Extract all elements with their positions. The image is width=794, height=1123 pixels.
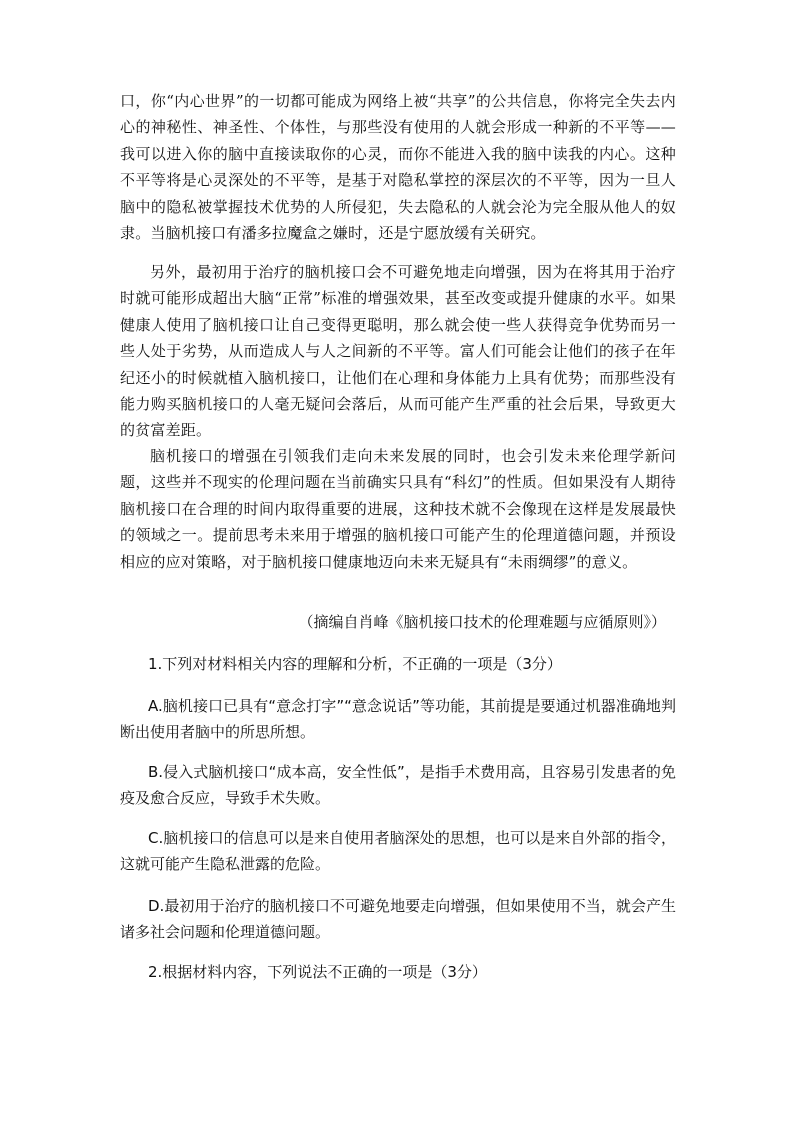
passage-paragraph-1: 口，你“内心世界”的一切都可能成为网络上被“共享”的公共信息，你将完全失去内心的神秘性、神圣性、个体性，与那些没有使用的人就会形成一种新的不平等——我可以进入你的脑中直接读取你的心灵，而你不能进入我的脑中读我的内心。这种不平等将是心灵深处的不平等，是基于对隐私掌控的深层次的不平等，因为一旦人脑中的隐私被掌握技术优势的人所侵犯，失去隐私的人就会沦为完全服从他人的奴隶。当脑机接口有潘多拉魔盒之嫌时，还是宁愿放缓有关研究。 [120,92,676,243]
question-1-stem: 1.下列对材料相关内容的理解和分析，不正确的一项是（3分） [148,655,562,673]
passage-paragraph-2: 另外，最初用于治疗的脑机接口会不可避免地走向增强，因为在将其用于治疗时就可能形成超出大脑“正常”标准的增强效果，甚至改变或提升健康的水平。如果健康人使用了脑机接口让自己变得更聪明，那么就会使一些人获得竞争优势而另一些人处于劣势，从而造成人与人之间新的不平等。富人们可能会让他们的孩子在年纪还小的时候就植入脑机接口，让他们在心理和身体能力上具有优势；而那些没有能力购买脑机接口的人毫无疑问会落后，从而可能产生严重的社会后果，导致更大的贫富差距。 [120,263,676,440]
source-citation: （摘编自肖峰《脑机接口技术的伦理难题与应循原则》） [298,613,666,631]
question-1-option-a: A.脑机接口已具有“意念打字”“意念说话”等功能，其前提是要通过机器准确地判断出使用者脑中的所思所想。 [120,697,676,741]
question-1-option-d: D.最初用于治疗的脑机接口不可避免地要走向增强，但如果使用不当，就会产生诸多社会问题和伦理道德问题。 [120,897,676,941]
question-2-stem: 2.根据材料内容，下列说法不正确的一项是（3分） [148,963,487,981]
question-1-option-b: B.侵入式脑机接口“成本高，安全性低”，是指手术费用高，且容易引发患者的免疫及愈合反应，导致手术失败。 [120,763,676,807]
passage-paragraph-3: 脑机接口的增强在引领我们走向未来发展的同时，也会引发未来伦理学新问题，这些并不现实的伦理问题在当前确实只具有“科幻”的性质。但如果没有人期待脑机接口在合理的时间内取得重要的进展，这种技术就不会像现在这样是发展最快的领域之一。提前思考未来用于增强的脑机接口可能产生的伦理道德问题，并预设相应的应对策略，对于脑机接口健康地迈向未来无疑具有“未雨绸缪”的意义。 [120,447,676,571]
question-1-option-c: C.脑机接口的信息可以是来自使用者脑深处的思想，也可以是来自外部的指令，这就可能产生隐私泄露的危险。 [120,829,676,873]
